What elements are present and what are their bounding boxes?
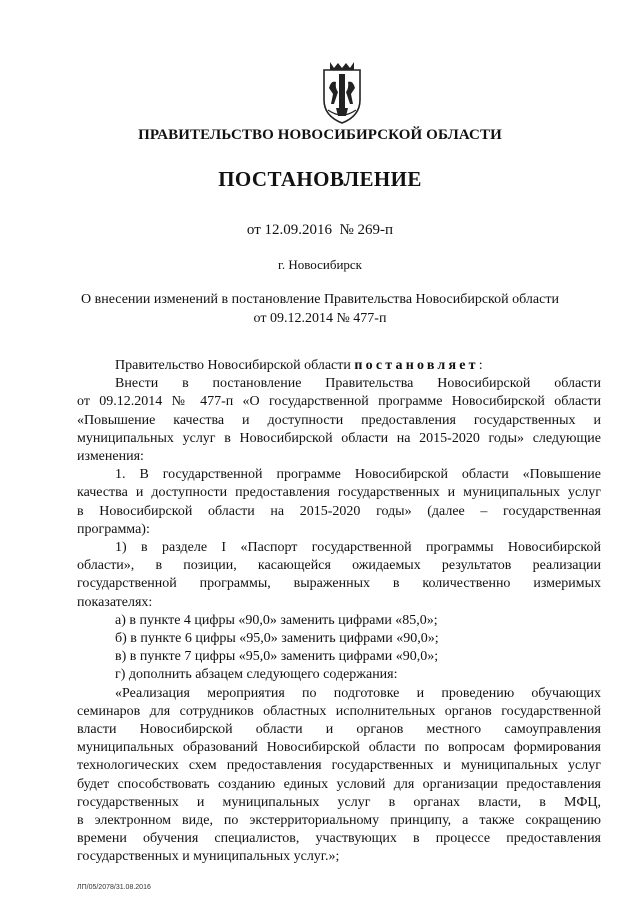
quote-line: времени обучения специалистов, участвующих в процессе предоставления xyxy=(77,831,601,847)
quote-line: семинаров для сотрудников областных исполнительных органов государственной xyxy=(77,703,601,719)
document-date-number: от 12.09.2016 № 269-п xyxy=(246,222,394,238)
text-line: изменения: xyxy=(77,449,144,465)
text-line: 1. В государственной программе Новосибирской области «Повышение xyxy=(115,467,601,483)
document-type: ПОСТАНОВЛЕНИЕ xyxy=(218,167,422,191)
decree-verb: постановляет xyxy=(354,358,479,373)
quote-line: государственных и муниципальных услуг.»; xyxy=(77,849,340,865)
list-item: а) в пункте 4 цифры «90,0» заменить цифрами «85,0»; xyxy=(115,612,438,628)
quote-line: в электронном виде, по экстерриториальному принципу, а также сокращению xyxy=(77,813,601,829)
subject-line: О внесении изменений в постановление Правительства Новосибирской области xyxy=(81,292,559,307)
text-line: в Новосибирской области на 2015-2020 годы» (далее – государственная xyxy=(77,503,601,519)
document-subject xyxy=(0,290,640,328)
text-line: муниципальных услуг в Новосибирской области на 2015-2020 годы» следующие xyxy=(77,430,601,446)
footer-code: ЛП/05/2078/31.08.2016 xyxy=(77,884,151,891)
text-line: области», в позиции, касающейся ожидаемых результатов реализации xyxy=(77,558,601,574)
text-line: «Повышение качества и доступности предоставления государственных и xyxy=(77,412,601,428)
document-body xyxy=(77,357,601,867)
text-line: от 09.12.2014 № 477-п «О государственной программе Новосибирской области xyxy=(77,394,601,410)
quote-line: технологических схем предоставления государственных и муниципальных услуг xyxy=(77,758,601,774)
text-line: показателях: xyxy=(77,594,153,610)
text-line: 1) в разделе I «Паспорт государственной программы Новосибирской xyxy=(115,540,601,556)
quote-line: государственных и муниципальных услуг в органах власти, в МФЦ, xyxy=(77,794,601,810)
list-item: в) в пункте 7 цифры «95,0» заменить цифрами «90,0»; xyxy=(115,649,439,665)
coat-of-arms-icon xyxy=(316,60,368,126)
quote-line: власти Новосибирской области и органов местного самоуправления xyxy=(77,722,601,738)
preamble-text: Правительство Новосибирской области xyxy=(115,358,355,373)
text-line: качества и доступности предоставления государственных и муниципальных услуг xyxy=(77,485,601,501)
list-item: г) дополнить абзацем следующего содержания: xyxy=(115,667,398,683)
text-line: Внести в постановление Правительства Новосибирской области xyxy=(115,376,601,392)
text-line: государственной программы, выраженных в количественно измеримых xyxy=(77,576,601,592)
quote-line: «Реализация мероприятия по подготовке и проведению обучающих xyxy=(115,685,601,701)
text-line: программа): xyxy=(77,521,150,537)
quote-line: будет способствовать созданию единых условий для организации предоставления xyxy=(77,776,601,792)
quote-line: муниципальных образований Новосибирской области по вопросам формирования xyxy=(77,740,601,756)
preamble xyxy=(77,357,601,375)
organization-title: ПРАВИТЕЛЬСТВО НОВОСИБИРСКОЙ ОБЛАСТИ xyxy=(138,127,502,143)
city: г. Новосибирск xyxy=(277,257,362,272)
preamble-colon: : xyxy=(478,358,483,373)
subject-line: от 09.12.2014 № 477-п xyxy=(253,311,387,326)
list-item: б) в пункте 6 цифры «95,0» заменить цифрами «90,0»; xyxy=(115,631,439,647)
